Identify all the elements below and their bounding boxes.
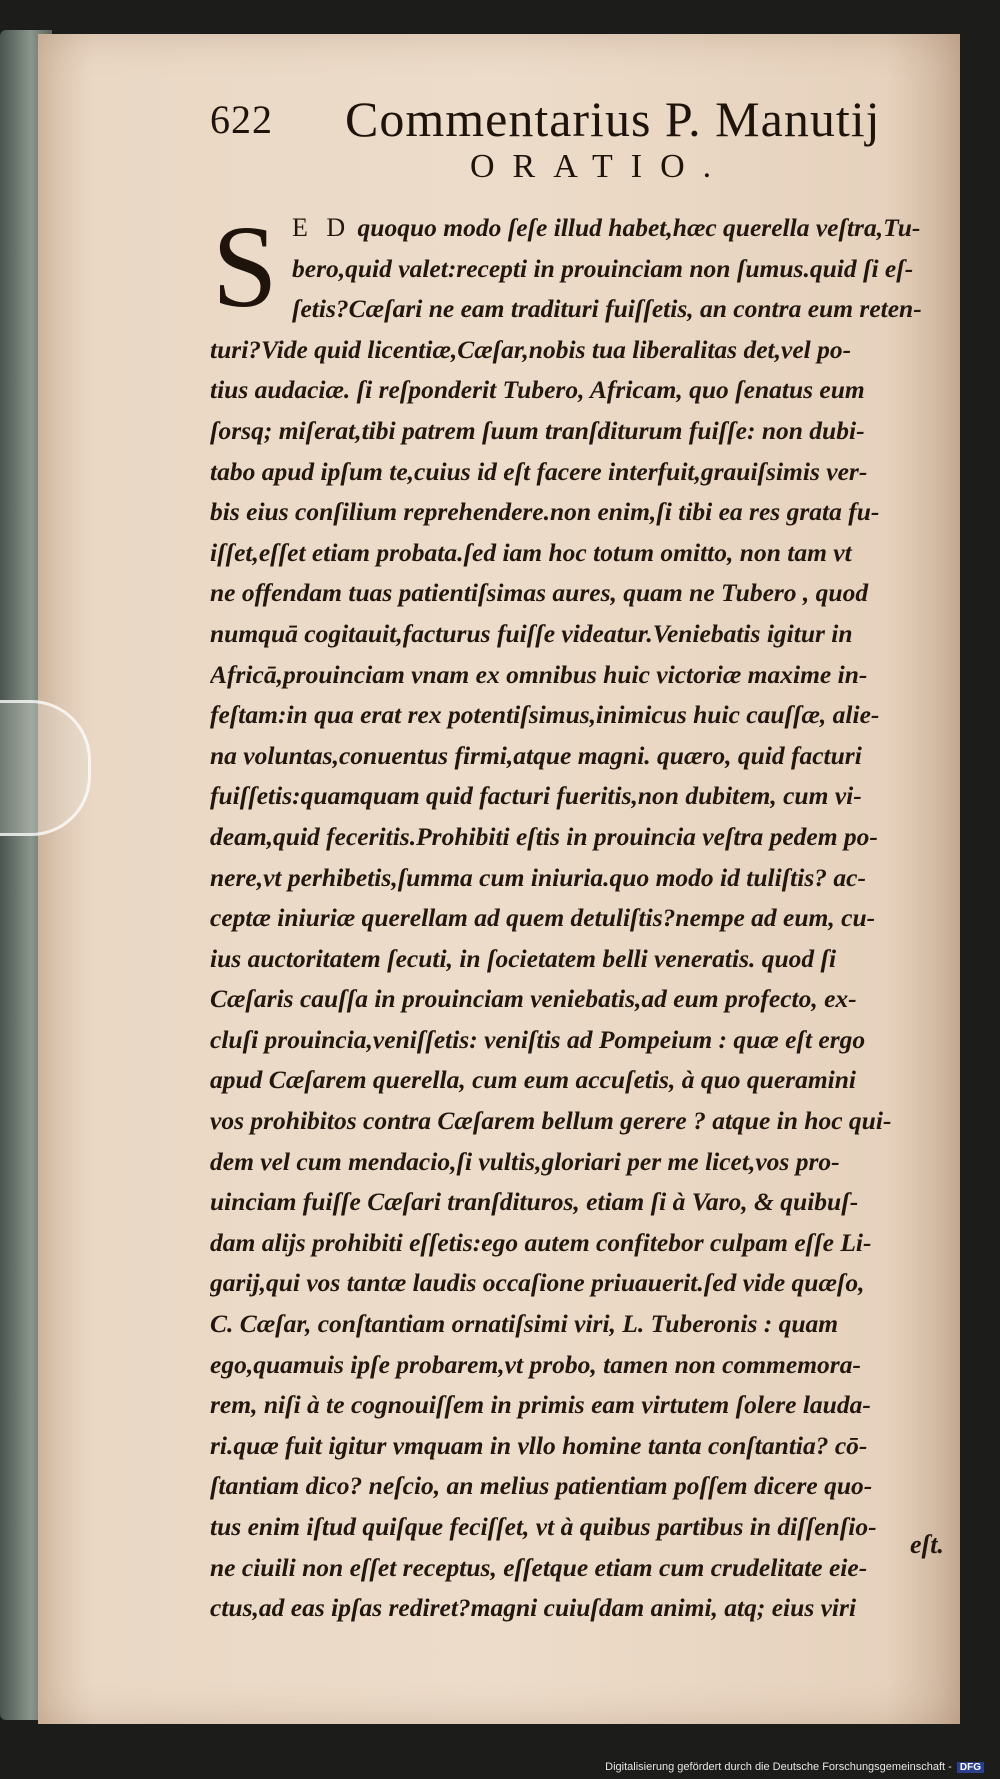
text-line: bero,quid valet:recepti in prouinciam non ſumus.quid ſi eſ- [292, 253, 914, 283]
text-line: Africā,prouinciam vnam ex omnibus huic victoriæ maxime in- [210, 659, 868, 689]
text-line: fuiſſetis:quamquam quid facturi fueritis,non dubitem, cum vi- [210, 781, 862, 811]
text-line: ri.quæ fuit igitur vmquam in vllo homine tanta conſtantia? cō- [210, 1430, 868, 1460]
text-line: dam alijs prohibiti eſſetis:ego autem confitebor culpam eſſe Li- [210, 1227, 872, 1257]
text-line: ceptæ iniuriæ querellam ad quem detuliſtis?nempe ad eum, cu- [210, 903, 876, 933]
dfg-logo-icon: DFG [957, 1762, 984, 1773]
running-title: Commentarius P. Manutij [345, 91, 881, 147]
text-line: na voluntas,conuentus firmi,atque magni. quæro, quid facturi [210, 740, 862, 770]
text-line: ſtantiam dico? neſcio, an melius patientiam poſſem dicere quo- [210, 1471, 873, 1501]
text-line: ne ciuili non eſſet receptus, eſſetque etiam cum crudelitate eie- [210, 1552, 868, 1582]
text-line-content: quoquo modo ſeſe illud habet,hæc querella veſtra,Tu- [357, 213, 921, 242]
text-line: C. Cæſar, conſtantiam ornatiſsimi viri, L. Tuberonis : quam [210, 1309, 839, 1339]
text-line: vos prohibitos contra Cæſarem bellum gerere ? atque in hoc qui- [210, 1106, 892, 1136]
text-line: dem vel cum mendacio,ſi vultis,gloriari per me licet,vos pro- [210, 1146, 840, 1176]
text-line: turi?Vide quid licentiæ,Cæſar,nobis tua liberalitas det,vel po- [210, 334, 852, 364]
text-line: Cæſaris cauſſa in prouinciam veniebatis,ad eum profecto, ex- [210, 984, 857, 1014]
text-line: tius audaciæ. ſi reſponderit Tubero, Africam, quo ſenatus eum [210, 375, 865, 405]
text-line: ego,quamuis ipſe probarem,vt probo, tamen non commemora- [210, 1349, 861, 1379]
text-line: ctus,ad eas ipſas rediret?magni cuiuſdam animi, atq; eius viri [210, 1593, 857, 1623]
text-line: rem, niſi à te cognouiſſem in primis eam virtutem ſolere lauda- [210, 1390, 871, 1420]
text-line: nere,vt perhibetis,ſumma cum iniuria.quo modo id tuliſtis? ac- [210, 862, 866, 892]
text-line: tus enim iſtud quiſque feciſſet, vt à quibus partibus in diſſenſio- [210, 1512, 877, 1541]
text-line: ſetis?Cæſari ne eam tradituri fuiſſetis, an contra eum reten- [292, 294, 922, 324]
catchword: eſt. [910, 1530, 944, 1559]
text-line: ſorsq; miſerat,tibi patrem ſuum tranſditurum fuiſſe: non dubi- [210, 415, 865, 445]
text-line: ius auctoritatem ſecuti, in ſocietatem belli veneratis. quod ſi [210, 943, 837, 973]
text-line: bis eius conſilium reprehendere.non enim,ſi tibi ea res grata fu- [210, 497, 880, 527]
text-line: cluſi prouincia,veniſſetis: veniſtis ad Pompeium : quæ eſt ergo [210, 1024, 866, 1054]
text-line: deam,quid feceritis.Prohibiti eſtis in prouincia veſtra pedem po- [210, 821, 878, 851]
credit-text: Digitalisierung gefördert durch die Deutsche Forschungsgemeinschaft - [605, 1761, 952, 1773]
text-line: numquā cogitauit,facturus fuiſſe videatur.Veniebatis igitur in [210, 618, 853, 648]
text-line: uinciam fuiſſe Cæſari tranſdituros, etiam ſi à Varo, & quibuſ- [210, 1187, 859, 1217]
first-word-caps: E D [292, 213, 352, 242]
text-line: iſſet,eſſet etiam probata.ſed iam hoc totum omitto, non tam vt [210, 537, 852, 567]
text-line: feſtam:in qua erat rex potentiſsimus,inimicus huic cauſſæ, alie- [210, 700, 880, 730]
text-line: tabo apud ipſum te,cuius id eſt facere interfuit,grauiſsimis ver- [210, 456, 868, 486]
page-number: 622 [210, 97, 273, 142]
section-title: ORATIO. [470, 148, 730, 185]
body-text [210, 201, 945, 1629]
text-line: garij,qui vos tantæ laudis occaſione priuauerit.ſed vide quæſo, [210, 1268, 865, 1298]
text-line [210, 208, 945, 249]
digitization-credit [605, 1761, 984, 1773]
drop-cap: S [212, 201, 278, 332]
text-line: ne offendam tuas patientiſsimas aures, quam ne Tubero , quod [210, 578, 869, 608]
text-line: apud Cæſarem querella, cum eum accuſetis, à quo queramini [210, 1065, 857, 1095]
